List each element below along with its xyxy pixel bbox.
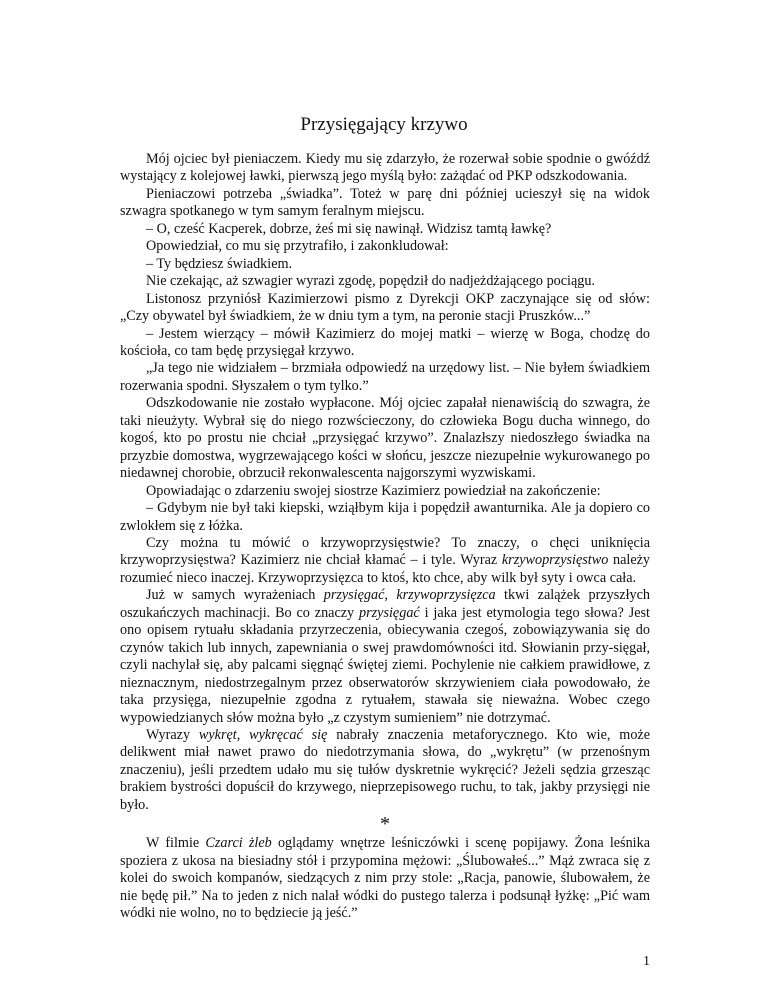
paragraph <box>120 535 650 587</box>
page-title: Przysięgający krzywo <box>300 114 468 135</box>
text-run: W filmie <box>146 835 200 852</box>
paragraph: Mój ojciec był pieniaczem. Kiedy mu się zdarzyło, że rozerwał sobie spodnie o gwóźdź wystający z kolejowej ławki, pierwszą jego myślą było: zażądać od PKP odszkodowania. <box>120 151 650 185</box>
text-run: Czy można tu mówić o krzywoprzysięstwie? To znaczy, o chęci uniknięcia krzywoprzysięstwa? Kazimierz nie chciał kłamać – i tyle. <box>120 534 650 569</box>
text-run: należy rozumieć nieco inaczej. Krzywoprzysięzca to ktoś, kto chce, aby wilk był syty i owca cała. <box>120 552 651 586</box>
text-run: Wyraz <box>460 552 498 569</box>
section-separator: * <box>380 813 390 836</box>
text-run: tkwi zalążek przyszłych oszukańczych machinacji. Bo co znaczy <box>120 587 651 621</box>
text-run: oglądamy wnętrze leśniczówki i scenę popijawy. Żona leśnika spoziera z ukosa na biesiadny stół i przypomina mężowi: „Ślubowałeś...” Mąż zwraca się z kolei do swoich kompanów, siedzących z nim przy stole: „Racja, panowie, ślubowałem, że nie będę pił.” Na to jeden z nich nalał wódki do pustego talerza i podsunął łyżkę: „Pić wam wódki nie wolno, no to będziecie ją jeść.” <box>120 835 651 922</box>
italic-term: krzywoprzysięzca <box>396 587 496 604</box>
paragraph: Pieniaczowi potrzeba „świadka”. Toteż w parę dni później ucieszył się na widok szwagra spotkanego w tym samym feralnym miejscu. <box>120 185 650 220</box>
paragraph: Nie czekając, aż szwagier wyrazi zgodę, popędził do nadjeżdżającego pociągu. <box>146 273 596 290</box>
paragraph: – Jestem wierzący – mówił Kazimierz do mojej matki – wierzę w Boga, chodzę do kościoła, co tam będę przysięgał krzywo. <box>120 325 650 359</box>
italic-term: wykręcać się <box>249 726 328 743</box>
paragraph: Odszkodowanie nie zostało wypłacone. Mój ojciec zapałał nienawiścią do szwagra, że taki nieużyty. Wybrał się do niego rozwścieczony, do człowieka Bogu ducha winnego, do kogoś, kto po prostu nie chciał „przysięgać krzywo”. Znalazłszy niedoszłego świadka na przyzbie domostwa, wygrzewającego kości w słońcu, jeszcze niezupełnie wykurowanego po niedawnej chorobie, obrzucił rekonwalescenta najgorszymi wyzwiskami. <box>120 395 650 482</box>
text-run: Wyrazy <box>146 726 191 743</box>
italic-term: krzywoprzysięstwo <box>501 552 609 569</box>
page-number: 1 <box>643 954 650 969</box>
text-run: , <box>236 726 241 743</box>
paragraph: Opowiadając o zdarzeniu swojej siostrze Kazimierz powiedział na zakończenie: <box>146 482 601 499</box>
paragraph: – Gdybym nie był taki kiepski, wziąłbym kija i popędził awanturnika. Ale ja dopiero co zwlokłem się z łóżka. <box>120 500 650 534</box>
paragraph <box>120 727 650 814</box>
paragraph: – O, cześć Kacperek, dobrze, żeś mi się nawinął. Widzisz tamtą ławkę? <box>146 220 552 237</box>
paragraph: Listonosz przyniósł Kazimierzowi pismo z Dyrekcji OKP zaczynające się od słów: „Czy obywatel był świadkiem, że w dniu tym a tym, na peronie stacji Pruszków...” <box>120 290 650 325</box>
italic-term: przysięgać <box>323 587 385 604</box>
text-run: nabrały znaczenia metaforycznego. Kto wie, może delikwent miał nawet prawo do niedotrzymania słowa, do „wykrętu” (w przenośnym znaczeniu), jeśli przedtem udało mu się tułów dyskretnie wykręcić? Jeżeli sędzia grzesząc brakiem bystrości dopuścił do krzywego, nieprzepisowego ruchu, to tak, jakby przysięgi nie było. <box>120 726 651 813</box>
paragraph: Opowiedział, co mu się przytrafiło, i zakonkludował: <box>146 238 449 255</box>
paragraph: „Ja tego nie widziałem – brzmiała odpowiedź na urzędowy list. – Nie byłem świadkiem rozerwania spodni. Słyszałem o tym tylko.” <box>120 360 650 394</box>
italic-term: Czarci żleb <box>205 835 272 852</box>
italic-term: przysięgać <box>359 604 420 621</box>
text-run: , <box>384 587 388 604</box>
document-body <box>120 151 650 922</box>
text-run: Już w samych wyrażeniach <box>146 587 316 604</box>
paragraph <box>120 835 650 922</box>
text-run: i jaka jest etymologia tego słowa? Jest ono opisem rytuału składania przyrzeczenia, obiecywania czegoś, zobowiązywania się do czynów takich lub innych, zapewniania o swej prawdomówności itd. Słowianin przy-sięgał, czyli nachylał się, aby palcami sięgnąć świętej ziemi. Pochylenie nie całkiem prawidłowe, z nieznacznym, niedostrzegalnym przez obserwatorów skrzywieniem ciała powodowało, że taka przysięga, niezupełnie zgodna z rytuałem, stawała się nieważna. Wobec czego wypowiedzianych słów można było „z czystym sumieniem” nie dotrzymać. <box>120 604 651 726</box>
paragraph: – Ty będziesz świadkiem. <box>146 255 293 272</box>
italic-term: wykręt <box>198 726 237 743</box>
paragraph <box>120 587 650 727</box>
